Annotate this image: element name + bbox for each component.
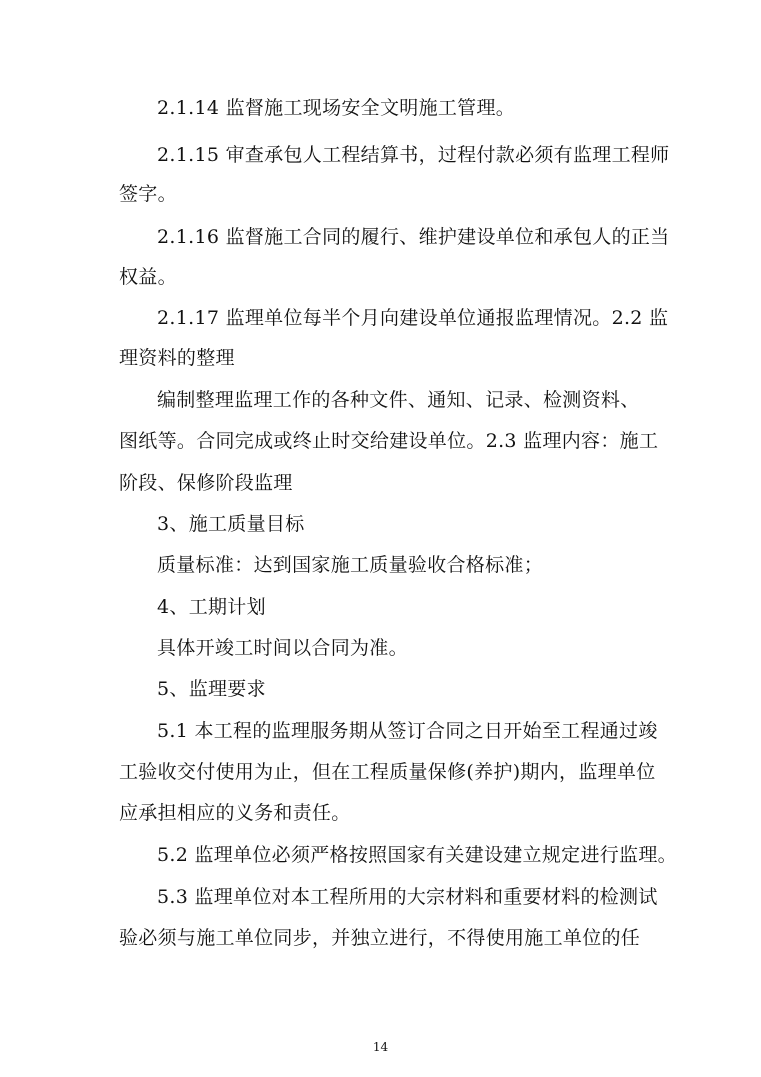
text-line: 工验收交付使用为止，但在工程质量保修(养护)期内，监理单位: [119, 761, 656, 783]
text-line: 图纸等。合同完成或终止时交给建设单位。2.3 监理内容：施工: [119, 430, 659, 452]
text-line: 5.3 监理单位对本工程所用的大宗材料和重要材料的检测试: [157, 886, 658, 908]
section-heading: 5、监理要求: [157, 678, 266, 700]
text-line: 理资料的整理: [119, 347, 235, 369]
text-line: 应承担相应的义务和责任。: [119, 802, 351, 824]
section-heading: 3、施工质量目标: [157, 513, 305, 535]
text-line: 验必须与施工单位同步，并独立进行，不得使用施工单位的任: [119, 927, 641, 949]
text-line: 2.1.15 审查承包人工程结算书，过程付款必须有监理工程师: [157, 144, 670, 166]
section-heading: 4、工期计划: [157, 596, 266, 618]
text-line: 质量标准：达到国家施工质量验收合格标准；: [157, 554, 544, 576]
text-line: 2.1.16 监督施工合同的履行、维护建设单位和承包人的正当: [157, 226, 670, 248]
text-line: 具体开竣工时间以合同为准。: [157, 637, 408, 659]
text-line: 编制整理监理工作的各种文件、通知、记录、检测资料、: [157, 389, 640, 411]
text-line: 5.1 本工程的监理服务期从签订合同之日开始至工程通过竣: [157, 720, 658, 742]
text-line: 签字。: [119, 183, 177, 205]
text-line: 阶段、保修阶段监理: [119, 472, 293, 494]
page-number: 14: [372, 1040, 389, 1054]
text-line: 5.2 监理单位必须严格按照国家有关建设建立规定进行监理。: [157, 844, 677, 866]
text-line: 2.1.14 监督施工现场安全文明施工管理。: [157, 97, 516, 119]
text-line: 2.1.17 监理单位每半个月向建设单位通报监理情况。2.2 监: [157, 307, 669, 329]
text-line: 权益。: [119, 266, 177, 288]
